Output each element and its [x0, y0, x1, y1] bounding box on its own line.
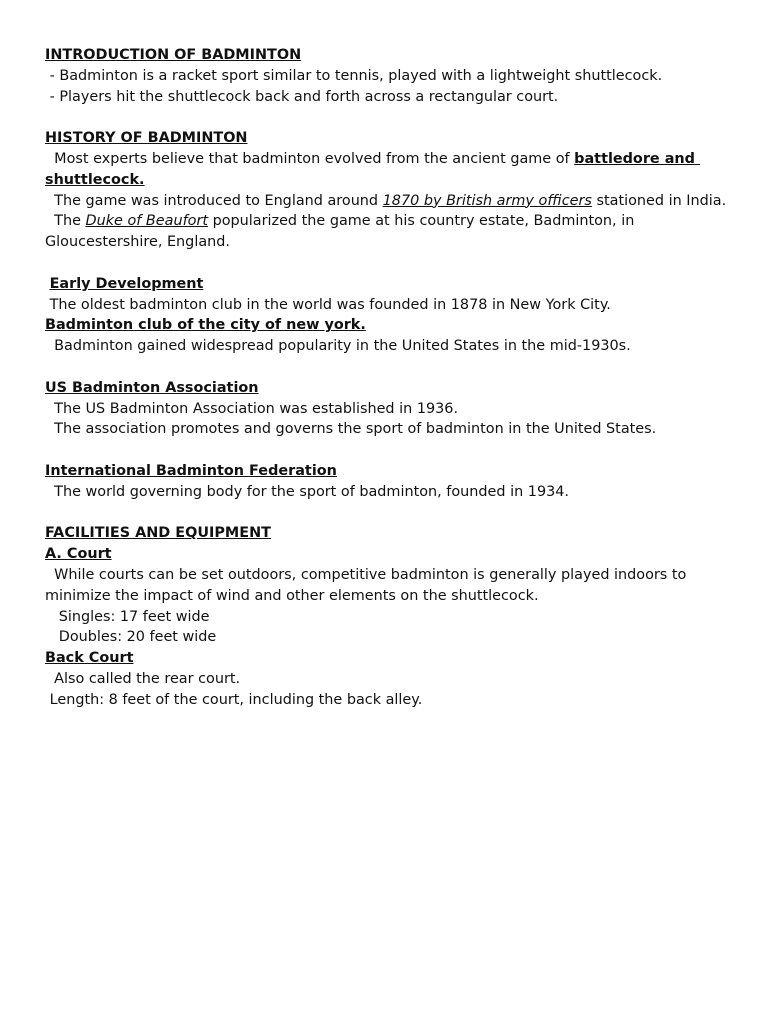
intro-line-2: - Players hit the shuttlecock back and forth across a rectangular court. — [45, 88, 559, 105]
history-heading: HISTORY OF BADMINTON — [45, 130, 248, 147]
intro-heading: INTRODUCTION OF BADMINTON — [45, 47, 302, 63]
back-court-line-2: Length: 8 feet of the court, including the back alley. — [45, 691, 423, 708]
history-p3-text: The — [45, 213, 86, 230]
history-p3-emphasis: Duke of Beaufort — [85, 213, 209, 230]
early-subheading: Badminton club of the city of new york. — [45, 317, 366, 334]
usba-line-1: The US Badminton Association was established in 1936. — [45, 400, 459, 417]
spacer — [45, 107, 728, 128]
ibf-heading: International Badminton Federation — [45, 462, 337, 479]
spacer — [45, 253, 728, 274]
history-p2-text: The game was introduced to England around — [45, 192, 383, 209]
history-p2-text-after: stationed in India. — [591, 192, 727, 209]
court-paragraph: While courts can be set outdoors, competitive badminton is generally played indoors to minimize the impact of wind and other elements on the shuttlecock. — [45, 566, 691, 604]
usba-heading: US Badminton Association — [45, 379, 259, 396]
history-p1-emphasis: battledore and shuttlecock. — [45, 150, 700, 188]
facilities-heading: FACILITIES AND EQUIPMENT — [45, 525, 271, 542]
ibf-line-1: The world governing body for the sport of badminton, founded in 1934. — [45, 483, 569, 500]
intro-line-1: - Badminton is a racket sport similar to tennis, played with a lightweight shuttlecock. — [45, 67, 663, 84]
history-paragraph-3 — [45, 211, 728, 253]
early-heading-line — [45, 274, 728, 295]
back-court-heading: Back Court — [45, 650, 134, 667]
history-paragraph-1 — [45, 149, 728, 191]
early-line-1: The oldest badminton club in the world was founded in 1878 in New York City. — [45, 296, 611, 313]
history-p3-text-after: popularized the game at his country estate, Badminton, in Gloucestershire, England. — [45, 213, 639, 251]
early-heading: Early Development — [49, 275, 204, 292]
history-p1-text: Most experts believe that badminton evolved from the ancient game of — [45, 150, 575, 167]
spacer — [45, 503, 728, 524]
spacer — [45, 357, 728, 378]
court-heading: A. Court — [45, 546, 112, 563]
back-court-line-1: Also called the rear court. — [45, 670, 241, 687]
early-line-2: Badminton gained widespread popularity in the United States in the mid-1930s. — [45, 338, 631, 355]
spacer — [45, 440, 728, 461]
history-paragraph-2 — [45, 191, 728, 212]
court-singles: Singles: 17 feet wide — [45, 608, 210, 625]
court-doubles: Doubles: 20 feet wide — [45, 629, 217, 646]
usba-line-2: The association promotes and governs the sport of badminton in the United States. — [45, 421, 657, 438]
history-p2-emphasis: 1870 by British army officers — [382, 192, 592, 209]
